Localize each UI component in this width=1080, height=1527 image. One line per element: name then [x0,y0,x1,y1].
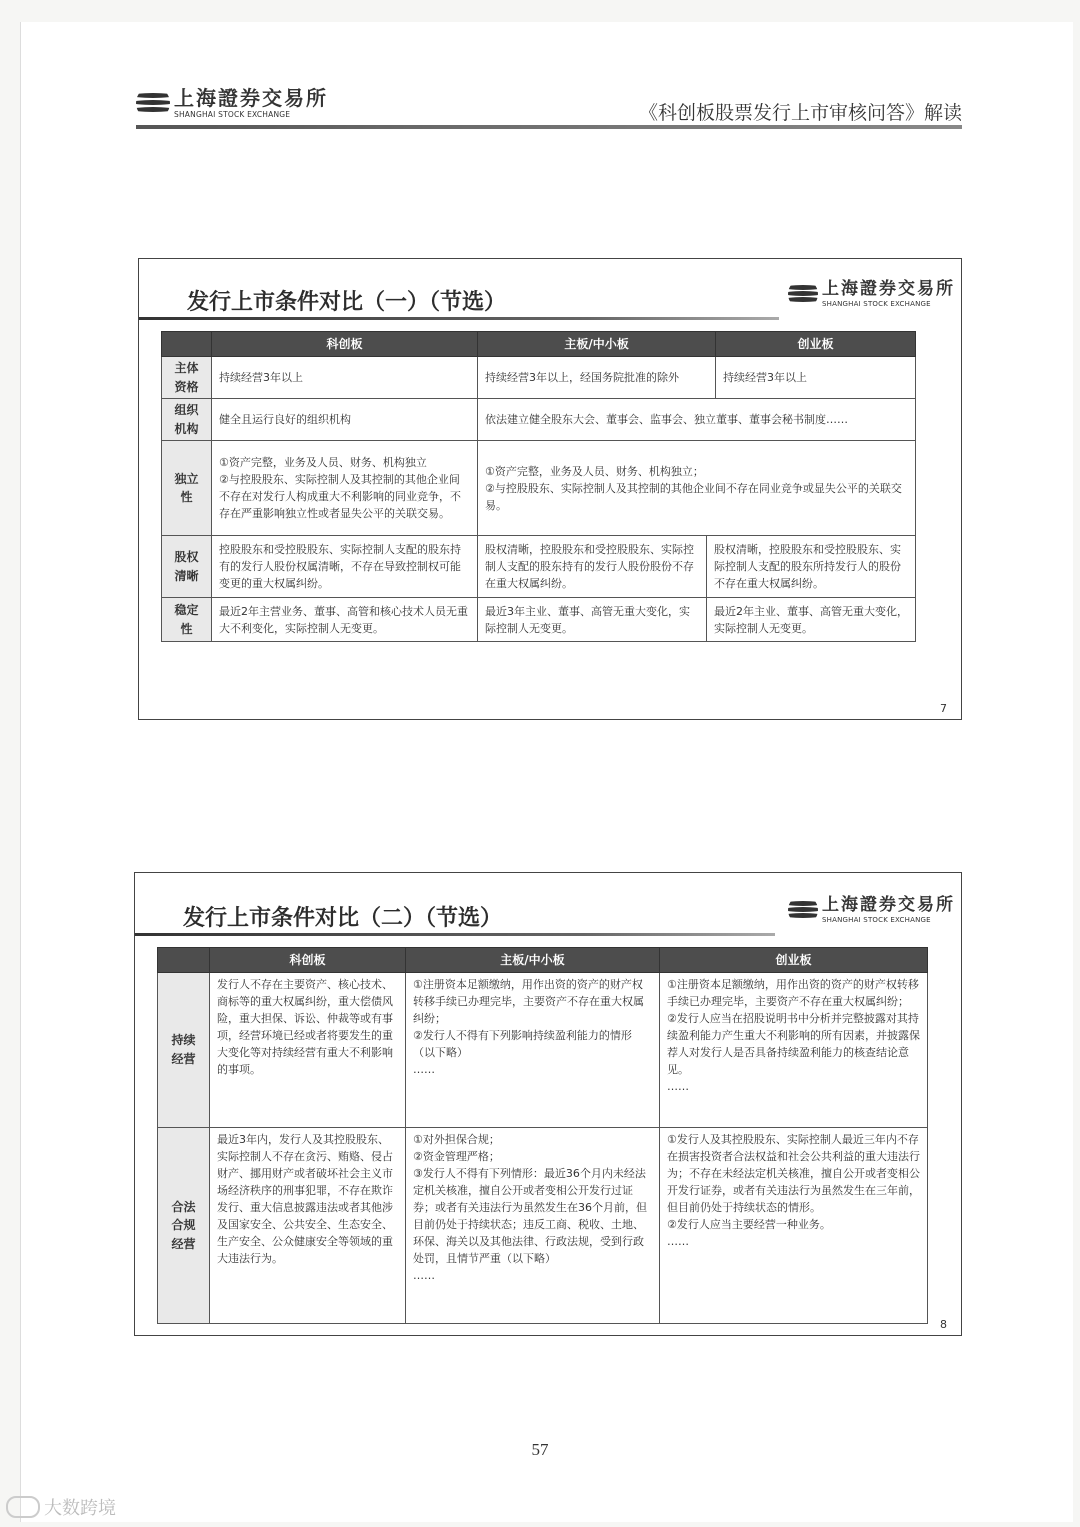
page-number: 57 [531,1440,549,1459]
slide-8 [134,872,962,1336]
header-divider [136,125,962,129]
column-header: 主板/中小板 [478,332,716,357]
table-corner [158,948,210,973]
row-header: 主体 资格 [162,357,212,399]
slide-title-underline [135,933,775,936]
row-header: 持续 经营 [158,973,210,1128]
sse-logo-icon [136,86,170,120]
table-row [162,598,916,642]
table-cell: 最近2年主营业务、董事、高管和核心技术人员无重大不利变化，实际控制人无变更。 [212,598,478,642]
logo-english-name: SHANGHAI STOCK EXCHANGE [822,915,931,924]
table-cell: ①对外担保合规； ②资金管理严格； ③发行人不得有下列情形：最近36个月内未经法定机关核准，擅自公开或者变相公开发行过证券；或者有关违法行为虽然发生在36个月前，但目前仍处于持续状态；违反工商、税收、土地、环保、海关以及其他法律、行政法规，受到行政处罚，且情节严重（以下略） …… [406,1128,660,1324]
table-cell: 持续经营3年以上，经国务院批准的除外 [478,357,716,399]
sse-logo-icon [788,279,818,309]
table-cell: 依法建立健全股东大会、董事会、监事会、独立董事、董事会秘书制度…… [478,399,916,441]
table-corner [162,332,212,357]
row-header: 稳定 性 [162,598,212,642]
table-cell: 最近2年主业、董事、高管无重大变化，实际控制人无变更。 [707,598,916,642]
table-cell: 持续经营3年以上 [716,357,916,399]
table-cell: 发行人不存在主要资产、核心技术、商标等的重大权属纠纷，重大偿债风险，重大担保、诉讼、仲裁等或有事项，经营环境已经或者将要发生的重大变化等对持续经营有重大不利影响的事项。 [210,973,406,1128]
logo-english-name: SHANGHAI STOCK EXCHANGE [174,109,291,119]
slide-logo [788,279,955,309]
sse-logo-icon [788,895,818,925]
row-header: 合法 合规 经营 [158,1128,210,1324]
watermark-logo-icon [6,1496,40,1518]
table-row [162,399,916,441]
comparison-table [161,331,916,642]
table-cell: 最近3年内，发行人及其控股股东、实际控制人不存在贪污、贿赂、侵占财产、挪用财产或者破坏社会主义市场经济秩序的刑事犯罪，不存在欺诈发行、重大信息披露违法或者其他涉及国家安全、公共安全、生态安全、生产安全、公众健康安全等领域的重大违法行为。 [210,1128,406,1324]
table-cell: 股权清晰，控股股东和受控股股东、实际控制人支配的股东所持发行人的股份不存在重大权属纠纷。 [707,536,916,598]
table-row [162,441,916,536]
table-cell: ①资产完整，业务及人员、财务、机构独立 ②与控股股东、实际控制人及其控制的其他企业间不存在对发行人构成重大不利影响的同业竞争，不存在严重影响独立性或者显失公平的关联交易。 [212,441,478,536]
logo-chinese-name: 上海證券交易所 [174,85,328,110]
column-header: 科创板 [210,948,406,973]
table-cell: 控股股东和受控股股东、实际控制人支配的股东持有的发行人股份权属清晰，不存在导致控制权可能变更的重大权属纠纷。 [212,536,478,598]
table-cell: ①发行人及其控股股东、实际控制人最近三年内不存在损害投资者合法权益和社会公共利益的重大违法行为；不存在未经法定机关核准，擅自公开或者变相公开发行证券，或者有关违法行为虽然发生在三年前，但目前仍处于持续状态的情形。 ②发行人应当主要经营一种业务。 …… [660,1128,928,1324]
sse-logo [136,86,328,120]
column-header: 创业板 [660,948,928,973]
slide-page-number: 8 [940,1318,947,1331]
watermark-text: 大数跨境 [44,1498,116,1519]
table-cell: ①资产完整，业务及人员、财务、机构独立； ②与控股股东、实际控制人及其控制的其他企业间不存在同业竞争或显失公平的关联交易。 [478,441,916,536]
column-header: 科创板 [212,332,478,357]
column-header: 创业板 [716,332,916,357]
row-header: 独立 性 [162,441,212,536]
slide-page-number: 7 [940,702,947,715]
slide-logo [788,895,955,925]
slide-7 [138,258,962,720]
table-row [158,973,928,1128]
logo-english-name: SHANGHAI STOCK EXCHANGE [822,299,931,308]
table-cell: 最近3年主业、董事、高管无重大变化，实际控制人无变更。 [478,598,707,642]
slide-title: 发行上市条件对比（一）（节选） [187,290,507,315]
table-row [158,1128,928,1324]
column-header: 主板/中小板 [406,948,660,973]
table-cell: 持续经营3年以上 [212,357,478,399]
table-row [162,357,916,399]
watermark [6,1494,116,1520]
logo-chinese-name: 上海證券交易所 [822,278,955,299]
logo-chinese-name: 上海證券交易所 [822,894,955,915]
row-header: 股权 清晰 [162,536,212,598]
document-title: 《科创板股票发行上市审核问答》解读 [638,102,962,124]
slide-title-underline [139,317,779,320]
table-cell: ①注册资本足额缴纳，用作出资的资产的财产权转移手续已办理完毕，主要资产不存在重大权属纠纷； ②发行人应当在招股说明书中分析并完整披露对其持续盈利能力产生重大不利影响的所有因素，并披露保荐人对发行人是否具备持续盈利能力的核查结论意见。 …… [660,973,928,1128]
table-row [162,536,916,598]
table-cell: 健全且运行良好的组织机构 [212,399,478,441]
table-cell: ①注册资本足额缴纳，用作出资的资产的财产权转移手续已办理完毕，主要资产不存在重大权属纠纷； ②发行人不得有下列影响持续盈利能力的情形（以下略） …… [406,973,660,1128]
comparison-table [157,947,928,1324]
slide-title: 发行上市条件对比（二）（节选） [183,906,503,931]
table-cell: 股权清晰，控股股东和受控股股东、实际控制人支配的股东持有的发行人股份股份不存在重大权属纠纷。 [478,536,707,598]
row-header: 组织 机构 [162,399,212,441]
